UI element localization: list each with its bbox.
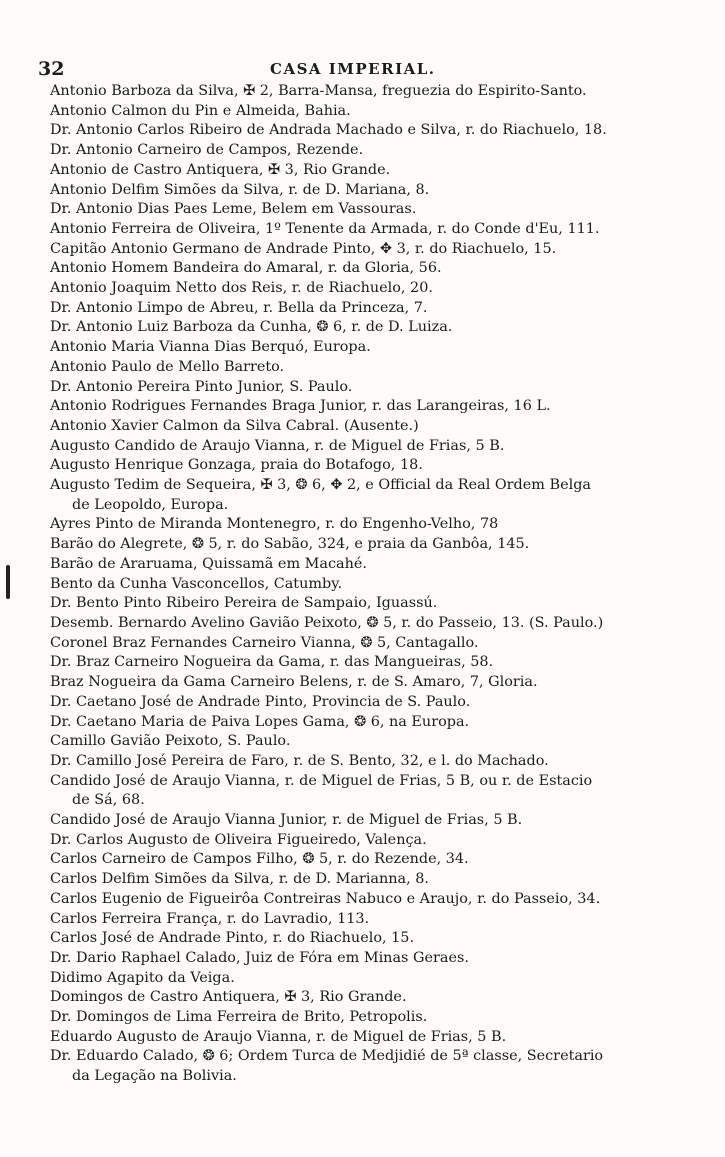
entry-line: Augusto Tedim de Sequeira, ✠ 3, ❂ 6, ✥ 2, e Official da Real Ordem Belga: [50, 477, 591, 494]
entry-continuation-line: de Leopoldo, Europa.: [72, 496, 229, 513]
entry-line: Dr. Caetano Maria de Paiva Lopes Gama, ❂ 6, na Europa.: [50, 713, 470, 730]
entry-line: Dr. Carlos Augusto de Oliveira Figueiredo, Valença.: [50, 831, 427, 848]
directory-entry: [50, 338, 700, 358]
entry-line: Antonio de Castro Antiquera, ✠ 3, Rio Grande.: [50, 161, 391, 178]
entry-line: Capitão Antonio Germano de Andrade Pinto, ✥ 3, r. do Riachuelo, 15.: [50, 240, 557, 257]
entry-line: Domingos de Castro Antiquera, ✠ 3, Rio Grande.: [50, 989, 407, 1006]
directory-entry: [50, 515, 700, 535]
directory-entry: [50, 555, 700, 575]
entry-line: Carlos Ferreira França, r. do Lavradio, 113.: [50, 910, 370, 927]
entry-line: Antonio Delfim Simões da Silva, r. de D. Mariana, 8.: [50, 181, 430, 198]
entry-line: Carlos Eugenio de Figueirôa Contreiras Nabuco e Araujo, r. do Passeio, 34.: [50, 890, 601, 907]
directory-entry: [50, 82, 700, 102]
entry-line: Dr. Antonio Dias Paes Leme, Belem em Vassouras.: [50, 201, 417, 218]
entry-line: Dr. Antonio Carneiro de Campos, Rezende.: [50, 142, 364, 159]
entry-line: Didimo Agapito da Veiga.: [50, 969, 235, 986]
entry-line: Candido José de Araujo Vianna Junior, r. de Miguel de Frias, 5 B.: [50, 812, 523, 829]
entry-line: Dr. Camillo José Pereira de Faro, r. de S. Bento, 32, e l. do Machado.: [50, 752, 549, 769]
directory-entry: [50, 850, 700, 870]
entry-line: Dr. Domingos de Lima Ferreira de Brito, Petropolis.: [50, 1009, 428, 1026]
directory-entry: [50, 220, 700, 240]
directory-entry: [50, 831, 700, 851]
directory-entry: [50, 988, 700, 1008]
entry-line: Antonio Ferreira de Oliveira, 1º Tenente da Armada, r. do Conde d'Eu, 111.: [50, 220, 600, 237]
directory-entry: [50, 181, 700, 201]
directory-entry: [50, 890, 700, 910]
directory-entry: [50, 910, 700, 930]
entry-line: Barão do Alegrete, ❂ 5, r. do Sabão, 324, e praia da Ganbôa, 145.: [50, 536, 530, 553]
entry-line: Dr. Bento Pinto Ribeiro Pereira de Sampaio, Iguassú.: [50, 595, 438, 612]
entry-line: Eduardo Augusto de Araujo Vianna, r. de Miguel de Frias, 5 B.: [50, 1028, 507, 1045]
page-header: [38, 58, 688, 80]
entry-line: Antonio Barboza da Silva, ✠ 2, Barra-Mansa, freguezia do Espirito-Santo.: [50, 83, 587, 99]
entry-continuation-line: da Legação na Bolivia.: [72, 1068, 237, 1085]
directory-entry: [50, 870, 700, 890]
directory-entry: [50, 713, 700, 733]
directory-entry: [50, 535, 700, 555]
entry-line: Dr. Braz Carneiro Nogueira da Gama, r. das Mangueiras, 58.: [50, 654, 494, 671]
directory-entry: [50, 121, 700, 141]
entry-line: Dr. Eduardo Calado, ❂ 6; Ordem Turca de Medjidié de 5ª classe, Secretario: [50, 1048, 604, 1065]
directory-entry: [50, 378, 700, 398]
entry-line: Dr. Antonio Carlos Ribeiro de Andrada Machado e Silva, r. do Riachuelo, 18.: [50, 122, 607, 139]
directory-entry: [50, 929, 700, 949]
directory-entry: [50, 240, 700, 260]
directory-entry: [50, 161, 700, 181]
entry-line: Carlos Delfim Simões da Silva, r. de D. Marianna, 8.: [50, 871, 429, 888]
directory-entry: [50, 575, 700, 595]
entry-line: Dr. Dario Raphael Calado, Juiz de Fóra em Minas Geraes.: [50, 949, 469, 966]
entry-line: Augusto Henrique Gonzaga, praia do Botafogo, 18.: [50, 457, 423, 474]
margin-mark: [6, 565, 10, 599]
entry-line: Antonio Joaquim Netto dos Reis, r. de Riachuelo, 20.: [50, 280, 433, 297]
entry-line: Coronel Braz Fernandes Carneiro Vianna, ❂ 5, Cantagallo.: [50, 634, 479, 651]
entry-line: Desemb. Bernardo Avelino Gavião Peixoto, ❂ 5, r. do Passeio, 13. (S. Paulo.): [50, 614, 604, 631]
entry-line: Dr. Antonio Luiz Barboza da Cunha, ❂ 6, r. de D. Luiza.: [50, 319, 453, 336]
directory-entry: [50, 200, 700, 220]
directory-entry: [50, 634, 700, 654]
directory-entry: [50, 673, 700, 693]
entry-line: Candido José de Araujo Vianna, r. de Miguel de Frias, 5 B, ou r. de Estacio: [50, 772, 593, 789]
directory-entry: [50, 141, 700, 161]
entry-line: Dr. Caetano José de Andrade Pinto, Provincia de S. Paulo.: [50, 693, 471, 710]
directory-entry: [50, 417, 700, 437]
directory-entry: [50, 693, 700, 713]
directory-entry: [50, 1047, 700, 1086]
directory-entry: [50, 653, 700, 673]
directory-entry: [50, 279, 700, 299]
entry-line: Antonio Paulo de Mello Barreto.: [50, 358, 285, 375]
directory-entry: [50, 456, 700, 476]
entry-line: Antonio Maria Vianna Dias Berquó, Europa.: [50, 339, 371, 356]
directory-entry: [50, 969, 700, 989]
directory-entry: [50, 614, 700, 634]
running-title: CASA IMPERIAL.: [270, 60, 436, 78]
directory-entry: [50, 1028, 700, 1048]
entry-line: Antonio Homem Bandeira do Amaral, r. da Gloria, 56.: [50, 260, 442, 277]
directory-entry: [50, 476, 700, 515]
entry-line: Ayres Pinto de Miranda Montenegro, r. do Engenho-Velho, 78: [50, 516, 499, 533]
entry-line: Antonio Calmon du Pin e Almeida, Bahia.: [50, 102, 351, 119]
entry-line: Augusto Candido de Araujo Vianna, r. de Miguel de Frias, 5 B.: [50, 437, 505, 454]
entry-line: Camillo Gavião Peixoto, S. Paulo.: [50, 733, 291, 750]
entry-line: Barão de Araruama, Quissamã em Macahé.: [50, 555, 367, 572]
directory-entry: [50, 358, 700, 378]
directory-entry: [50, 437, 700, 457]
directory-list: [50, 82, 700, 1087]
entry-line: Dr. Antonio Pereira Pinto Junior, S. Paulo.: [50, 378, 353, 395]
directory-entry: [50, 732, 700, 752]
directory-entry: [50, 594, 700, 614]
entry-line: Carlos José de Andrade Pinto, r. do Riachuelo, 15.: [50, 930, 415, 947]
entry-line: Bento da Cunha Vasconcellos, Catumby.: [50, 575, 343, 592]
directory-entry: [50, 259, 700, 279]
directory-entry: [50, 318, 700, 338]
directory-entry: [50, 299, 700, 319]
directory-entry: [50, 949, 700, 969]
entry-line: Carlos Carneiro de Campos Filho, ❂ 5, r. do Rezende, 34.: [50, 851, 469, 868]
directory-entry: [50, 397, 700, 417]
directory-entry: [50, 752, 700, 772]
directory-entry: [50, 772, 700, 811]
entry-line: Braz Nogueira da Gama Carneiro Belens, r. de S. Amaro, 7, Gloria.: [50, 674, 538, 691]
directory-entry: [50, 1008, 700, 1028]
entry-line: Dr. Antonio Limpo de Abreu, r. Bella da Princeza, 7.: [50, 299, 428, 316]
entry-line: Antonio Rodrigues Fernandes Braga Junior, r. das Larangeiras, 16 L.: [50, 398, 551, 415]
page-number: 32: [38, 58, 65, 80]
entry-line: Antonio Xavier Calmon da Silva Cabral. (Ausente.): [50, 417, 419, 434]
entry-continuation-line: de Sá, 68.: [72, 792, 145, 809]
directory-entry: [50, 102, 700, 122]
directory-entry: [50, 811, 700, 831]
